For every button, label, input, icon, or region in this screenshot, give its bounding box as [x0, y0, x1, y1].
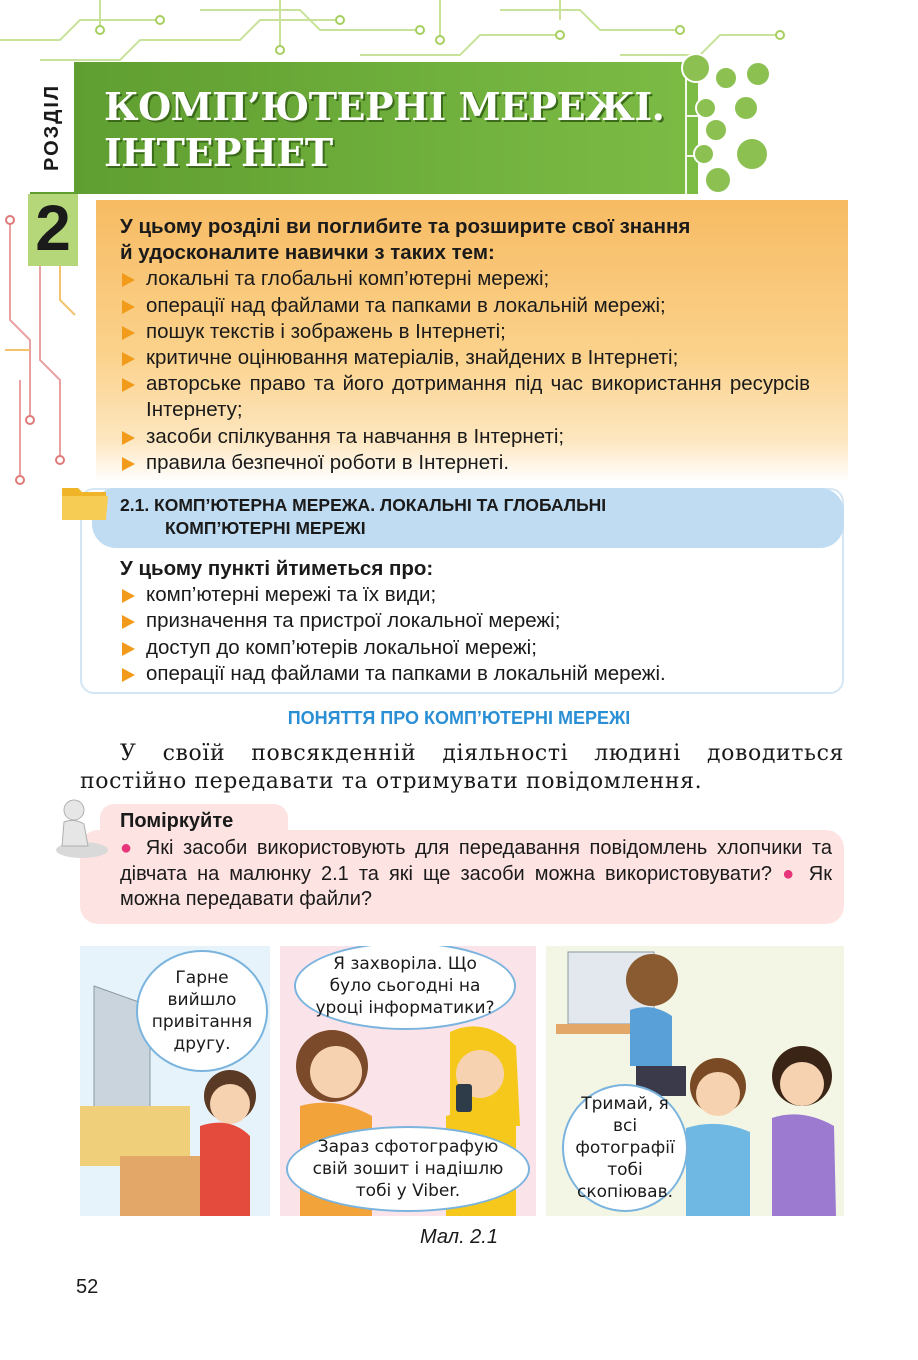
chapter-number: 2 — [35, 192, 71, 264]
intro-lead-line1: У цьому розділі ви поглибите та розширите свої знання — [120, 215, 691, 238]
intro-item: засоби спілкування та навчання в Інтернеті; — [120, 424, 810, 450]
chapter-title — [104, 84, 664, 176]
intro-lead-line2: й удосконалите навички з таких тем: — [120, 241, 495, 265]
intro-item: авторське право та його дотримання під час використання ресурсів Інтернету; — [120, 371, 810, 423]
chapter-title-line1: КОМП’ЮТЕРНІ МЕРЕЖІ. — [104, 84, 665, 129]
section-word-text: РОЗДІЛ — [40, 83, 63, 171]
intro-item: операції над файлами та папками в локальній мережі; — [120, 293, 810, 319]
section-word-label — [30, 62, 74, 192]
illustration-panel-phone-call — [280, 946, 536, 1216]
body-paragraph: У своїй повсякденній діяльності людині доводиться постійно передавати та отримувати повідомлення. — [80, 741, 844, 794]
chapter-title-line2: ІНТЕРНЕТ — [104, 130, 333, 175]
section-title-line2: КОМП’ЮТЕРНІ МЕРЕЖІ — [165, 518, 366, 538]
device-icons-illustration — [676, 46, 786, 196]
illustration-panel-girl-computer — [80, 946, 270, 1216]
section-topics — [120, 556, 820, 687]
speech-bubble-2: Я захворіла. Що було сьогодні на уроці інформатики? — [294, 946, 516, 1030]
intro-item: правила безпечної роботи в Інтернеті. — [120, 450, 810, 476]
illustration-panel-share-photos — [546, 946, 844, 1216]
section-item: комп’ютерні мережі та їх види; — [120, 582, 820, 608]
think-bullet: ● — [120, 837, 137, 859]
speech-bubble-4: Тримай, я всі фотографії тобі скопіював. — [562, 1084, 688, 1212]
think-question-1: Які засоби використовують для передавання повідомлень хлопчики та дівчата на малюнку 2.1 та які ще засоби можна використовувати? — [120, 837, 832, 885]
speech-bubble-1: Гарне вийшло привітання другу. — [136, 950, 268, 1072]
intro-item: локальні та глобальні комп’ютерні мережі; — [120, 266, 810, 292]
concept-heading: ПОНЯТТЯ ПРО КОМП’ЮТЕРНІ МЕРЕЖІ — [287, 708, 631, 728]
think-bullet: ● — [782, 862, 799, 885]
section-item: операції над файлами та папками в локальній мережі. — [120, 661, 820, 687]
think-title: Поміркуйте — [120, 810, 234, 832]
intro-item: пошук текстів і зображень в Інтернеті; — [120, 319, 810, 345]
section-item: призначення та пристрої локальної мережі; — [120, 608, 820, 634]
folder-icon — [60, 482, 110, 524]
intro-lead — [120, 214, 810, 266]
page-number: 52 — [76, 1276, 99, 1298]
figure-caption: Мал. 2.1 — [420, 1226, 498, 1248]
chapter-intro — [120, 214, 810, 476]
think-question-2: Як можна передавати файли? — [120, 862, 832, 910]
section-item: доступ до комп’ютерів локальної мережі; — [120, 635, 820, 661]
thinker-figure-icon — [48, 796, 112, 860]
chapter-banner — [30, 62, 698, 194]
intro-item: критичне оцінювання матеріалів, знайдених в Інтернеті; — [120, 345, 810, 371]
section-title-line1: 2.1. КОМП’ЮТЕРНА МЕРЕЖА. ЛОКАЛЬНІ ТА ГЛОБАЛЬНІ — [120, 495, 607, 515]
section-title — [120, 494, 760, 540]
section-lead: У цьому пункті йтиметься про: — [120, 557, 434, 580]
think-text — [120, 836, 832, 913]
speech-bubble-3: Зараз сфотографую свій зошит і надішлю тобі у Viber. — [286, 1126, 530, 1212]
